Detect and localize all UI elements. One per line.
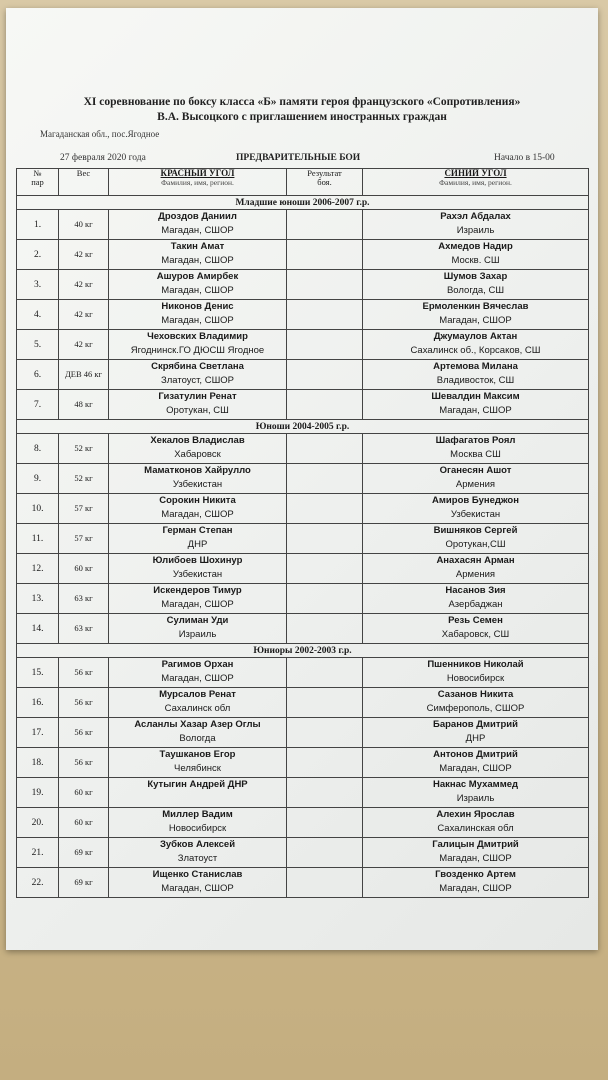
weight-class: ДЕВ 46 кг <box>59 360 109 390</box>
red-corner-cell <box>109 838 287 868</box>
bout-result-cell <box>287 614 363 644</box>
red-fighter-name: Чеховских Владимир <box>147 331 248 342</box>
red-fighter-name: Гизатулин Ренат <box>158 391 237 402</box>
bout-number: 13. <box>17 584 59 614</box>
bout-number: 21. <box>17 838 59 868</box>
blue-corner-cell <box>363 270 589 300</box>
blue-corner-cell <box>363 868 589 898</box>
blue-fighter-region: Армения <box>455 569 496 580</box>
weight-class: 52 кг <box>59 434 109 464</box>
age-group-title: Юниоры 2002-2003 г.р. <box>17 644 589 658</box>
bout-number: 17. <box>17 718 59 748</box>
age-group-row <box>17 644 589 658</box>
weight-class: 63 кг <box>59 614 109 644</box>
blue-corner-cell <box>363 838 589 868</box>
red-corner-cell <box>109 658 287 688</box>
blue-fighter-name: Оганесян Ашот <box>439 465 512 476</box>
red-fighter-region: Магадан, СШОР <box>161 225 234 236</box>
blue-corner-cell <box>363 210 589 240</box>
weight-class: 42 кг <box>59 300 109 330</box>
col-blue-header <box>363 169 589 196</box>
red-fighter-name: Таушканов Егор <box>159 749 236 760</box>
red-fighter-name: Юлибоев Шохинур <box>152 555 243 566</box>
red-fighter-region: Магадан, СШОР <box>161 255 234 266</box>
red-corner-cell <box>109 778 287 808</box>
red-corner-cell <box>109 360 287 390</box>
blue-fighter-region: Вологда, СШ <box>446 285 505 296</box>
blue-fighter-region: ДНР <box>465 733 486 744</box>
bout-result-cell <box>287 494 363 524</box>
event-place: Магаданская обл., пос.Ягодное <box>40 129 160 139</box>
blue-corner-cell <box>363 240 589 270</box>
red-corner-cell <box>109 434 287 464</box>
red-corner-cell <box>109 240 287 270</box>
blue-fighter-name: Гвозденко Артем <box>435 869 516 880</box>
bout-result-cell <box>287 240 363 270</box>
blue-fighter-region: Симферополь, СШОР <box>426 703 525 714</box>
bouts-body <box>17 196 589 898</box>
blue-fighter-name: Артемова Милана <box>433 361 518 372</box>
age-group-title: Юноши 2004-2005 г.р. <box>17 420 589 434</box>
blue-corner-cell <box>363 748 589 778</box>
bout-number: 10. <box>17 494 59 524</box>
red-fighter-name: Ищенко Станислав <box>152 869 243 880</box>
col-result-line2: боя. <box>317 177 332 187</box>
blue-corner-cell <box>363 434 589 464</box>
weight-class: 48 кг <box>59 390 109 420</box>
red-fighter-region: Хабаровск <box>174 449 221 460</box>
weight-class: 57 кг <box>59 494 109 524</box>
blue-fighter-name: Ермоленкин Вячеслав <box>422 301 529 312</box>
table-row <box>17 554 589 584</box>
red-corner-cell <box>109 524 287 554</box>
bout-number: 16. <box>17 688 59 718</box>
blue-corner-cell <box>363 808 589 838</box>
table-row <box>17 868 589 898</box>
red-fighter-name: Маматконов Хайрулло <box>144 465 251 476</box>
bout-number: 4. <box>17 300 59 330</box>
blue-fighter-region: Израиль <box>456 793 495 804</box>
red-fighter-region: Златоуст <box>177 853 218 864</box>
col-result-header <box>287 169 363 196</box>
blue-corner-cell <box>363 524 589 554</box>
blue-fighter-region: Владивосток, СШ <box>436 375 515 386</box>
blue-fighter-name: Алехин Ярослав <box>436 809 515 820</box>
red-fighter-name: Хекалов Владислав <box>150 435 245 446</box>
blue-fighter-name: Шафагатов Роял <box>435 435 516 446</box>
red-corner-cell <box>109 210 287 240</box>
bout-number: 2. <box>17 240 59 270</box>
blue-fighter-region: Магадан, СШОР <box>439 315 512 326</box>
red-corner-cell <box>109 808 287 838</box>
table-row <box>17 748 589 778</box>
col-num-line2: пар <box>31 177 44 187</box>
table-row <box>17 434 589 464</box>
blue-fighter-region: Сахалинск об., Корсаков, СШ <box>410 345 541 356</box>
weight-class: 69 кг <box>59 868 109 898</box>
blue-fighter-name: Рахэл Абдалах <box>440 211 511 222</box>
red-fighter-region: Израиль <box>178 629 217 640</box>
red-fighter-name: Мурсалов Ренат <box>159 689 236 700</box>
table-row <box>17 240 589 270</box>
bout-result-cell <box>287 300 363 330</box>
blue-corner-cell <box>363 494 589 524</box>
table-row <box>17 584 589 614</box>
blue-corner-cell <box>363 658 589 688</box>
bout-number: 19. <box>17 778 59 808</box>
blue-corner-cell <box>363 464 589 494</box>
weight-class: 42 кг <box>59 270 109 300</box>
weight-class: 40 кг <box>59 210 109 240</box>
red-fighter-region: Магадан, СШОР <box>161 673 234 684</box>
bout-number: 22. <box>17 868 59 898</box>
bout-result-cell <box>287 748 363 778</box>
col-result-line1: Результат <box>307 168 342 178</box>
blue-fighter-region: Азербаджан <box>448 599 503 610</box>
blue-fighter-region: Узбекистан <box>450 509 501 520</box>
weight-class: 57 кг <box>59 524 109 554</box>
table-row <box>17 808 589 838</box>
weight-class: 56 кг <box>59 748 109 778</box>
blue-fighter-region: Магадан, СШОР <box>439 763 512 774</box>
red-corner-cell <box>109 390 287 420</box>
red-fighter-name: Дроздов Даниил <box>158 211 237 222</box>
bout-result-cell <box>287 554 363 584</box>
bout-number: 18. <box>17 748 59 778</box>
bout-result-cell <box>287 838 363 868</box>
weight-class: 56 кг <box>59 658 109 688</box>
blue-fighter-region: Сахалинская обл <box>437 823 514 834</box>
table-row <box>17 838 589 868</box>
red-fighter-name: Миллер Вадим <box>162 809 233 820</box>
bout-number: 11. <box>17 524 59 554</box>
red-corner-cell <box>109 554 287 584</box>
blue-corner-cell <box>363 718 589 748</box>
bout-result-cell <box>287 808 363 838</box>
bout-number: 7. <box>17 390 59 420</box>
bout-result-cell <box>287 718 363 748</box>
red-fighter-name: Скрябина Светлана <box>151 361 244 372</box>
red-fighter-region: Магадан, СШОР <box>161 599 234 610</box>
table-row <box>17 614 589 644</box>
blue-corner-cell <box>363 778 589 808</box>
bout-number: 6. <box>17 360 59 390</box>
bout-number: 12. <box>17 554 59 584</box>
bout-result-cell <box>287 390 363 420</box>
col-num-line1: № <box>33 168 42 178</box>
blue-fighter-region: Израиль <box>456 225 495 236</box>
weight-class: 42 кг <box>59 330 109 360</box>
red-corner-cell <box>109 464 287 494</box>
red-fighter-region: Ягоднинск.ГО ДЮСШ Ягодное <box>130 345 265 356</box>
weight-class: 56 кг <box>59 688 109 718</box>
bout-result-cell <box>287 360 363 390</box>
red-corner-cell <box>109 868 287 898</box>
weight-class: 60 кг <box>59 808 109 838</box>
table-row <box>17 778 589 808</box>
weight-class: 69 кг <box>59 838 109 868</box>
table-row <box>17 464 589 494</box>
col-num-header <box>17 169 59 196</box>
red-fighter-region: Узбекистан <box>172 479 223 490</box>
blue-fighter-name: Антонов Дмитрий <box>433 749 518 760</box>
document-title-line1: XI соревнование по боксу класса «Б» памяти героя французского «Сопротивления» <box>83 96 521 108</box>
red-fighter-region: Магадан, СШОР <box>161 315 234 326</box>
blue-fighter-name: Накнас Мухаммед <box>432 779 519 790</box>
blue-corner-cell <box>363 554 589 584</box>
weight-class: 52 кг <box>59 464 109 494</box>
bout-result-cell <box>287 434 363 464</box>
paper-sheet <box>6 8 598 950</box>
red-fighter-region: Магадан, СШОР <box>161 883 234 894</box>
bout-number: 15. <box>17 658 59 688</box>
red-corner-cell <box>109 270 287 300</box>
blue-fighter-name: Пшенников Николай <box>427 659 524 670</box>
blue-fighter-region: Магадан, СШОР <box>439 883 512 894</box>
red-fighter-name: Сорокин Никита <box>159 495 236 506</box>
col-weight-header <box>59 169 109 196</box>
weight-class: 42 кг <box>59 240 109 270</box>
blue-corner-cell <box>363 360 589 390</box>
red-fighter-name: Ашуров Амирбек <box>156 271 239 282</box>
red-corner-cell <box>109 300 287 330</box>
bout-result-cell <box>287 270 363 300</box>
table-row <box>17 658 589 688</box>
blue-corner-cell <box>363 330 589 360</box>
weight-class: 63 кг <box>59 584 109 614</box>
weight-class: 56 кг <box>59 718 109 748</box>
blue-fighter-region: Хабаровск, СШ <box>441 629 510 640</box>
blue-fighter-name: Шумов Захар <box>443 271 508 282</box>
red-corner-cell <box>109 494 287 524</box>
age-group-title: Младшие юноши 2006-2007 г.р. <box>17 196 589 210</box>
weight-class: 60 кг <box>59 778 109 808</box>
bout-result-cell <box>287 688 363 718</box>
col-weight-label: Вес <box>76 168 91 178</box>
bout-number: 9. <box>17 464 59 494</box>
red-fighter-region: Златоуст, СШОР <box>160 375 235 386</box>
table-row <box>17 688 589 718</box>
red-corner-cell <box>109 748 287 778</box>
bout-number: 1. <box>17 210 59 240</box>
weight-class: 60 кг <box>59 554 109 584</box>
bout-result-cell <box>287 524 363 554</box>
blue-fighter-name: Вишняков Сергей <box>433 525 518 536</box>
red-fighter-name: Такин Амат <box>170 241 225 252</box>
red-fighter-region: Узбекистан <box>172 569 223 580</box>
red-fighter-region: Магадан, СШОР <box>161 509 234 520</box>
bout-result-cell <box>287 210 363 240</box>
start-time: Начало в 15-00 <box>494 153 555 163</box>
red-fighter-region: Сахалинск обл <box>164 703 231 714</box>
red-fighter-name: Кутыгин Андрей ДНР <box>147 779 248 790</box>
blue-fighter-name: Ахмедов Надир <box>438 241 513 252</box>
red-fighter-name: Герман Степан <box>162 525 233 536</box>
table-row <box>17 718 589 748</box>
red-corner-cell <box>109 584 287 614</box>
age-group-row <box>17 420 589 434</box>
bout-number: 14. <box>17 614 59 644</box>
table-row <box>17 494 589 524</box>
red-fighter-name: Асланлы Хазар Азер Оглы <box>134 719 261 730</box>
blue-fighter-region: Оротукан,СШ <box>445 539 506 550</box>
bout-result-cell <box>287 868 363 898</box>
blue-fighter-name: Амиров Бунеджон <box>432 495 519 506</box>
bout-number: 5. <box>17 330 59 360</box>
blue-fighter-region: Магадан, СШОР <box>439 853 512 864</box>
blue-fighter-region: Магадан, СШОР <box>439 405 512 416</box>
document-title-line2: В.А. Высоцкого с приглашением иностранных граждан <box>157 111 447 123</box>
red-fighter-region: Новосибирск <box>168 823 227 834</box>
red-fighter-name: Зубков Алексей <box>159 839 236 850</box>
col-red-header <box>109 169 287 196</box>
bouts-table <box>16 168 589 898</box>
blue-fighter-name: Джумаулов Актан <box>433 331 518 342</box>
red-fighter-region: Челябинск <box>174 763 221 774</box>
blue-corner-cell <box>363 584 589 614</box>
blue-fighter-name: Галицын Дмитрий <box>432 839 519 850</box>
bout-result-cell <box>287 658 363 688</box>
blue-fighter-name: Шевалдин Максим <box>431 391 520 402</box>
blue-fighter-name: Сазанов Никита <box>437 689 514 700</box>
red-fighter-region: Оротукан, СШ <box>166 405 229 416</box>
red-fighter-name: Никонов Денис <box>161 301 234 312</box>
table-row <box>17 524 589 554</box>
red-fighter-region: ДНР <box>187 539 208 550</box>
col-red-title: КРАСНЫЙ УГОЛ <box>160 168 235 178</box>
bout-result-cell <box>287 464 363 494</box>
blue-fighter-region: Армения <box>455 479 496 490</box>
blue-fighter-name: Баранов Дмитрий <box>433 719 518 730</box>
red-corner-cell <box>109 718 287 748</box>
bout-result-cell <box>287 778 363 808</box>
table-row <box>17 270 589 300</box>
bout-result-cell <box>287 330 363 360</box>
blue-corner-cell <box>363 390 589 420</box>
red-corner-cell <box>109 614 287 644</box>
col-blue-sub: Фамилия, имя, регион. <box>439 178 512 187</box>
event-date: 27 февраля 2020 года <box>60 153 146 163</box>
blue-corner-cell <box>363 300 589 330</box>
blue-fighter-region: Москв. СШ <box>451 255 500 266</box>
blue-fighter-name: Насанов Зия <box>445 585 506 596</box>
table-header-row <box>17 169 589 196</box>
red-corner-cell <box>109 330 287 360</box>
table-row <box>17 330 589 360</box>
table-row <box>17 300 589 330</box>
table-row <box>17 360 589 390</box>
blue-fighter-region: Новосибирск <box>446 673 505 684</box>
red-fighter-region: Вологда <box>179 733 216 744</box>
red-fighter-region: Магадан, СШОР <box>161 285 234 296</box>
red-fighter-name: Сулиман Уди <box>166 615 229 626</box>
red-fighter-name: Искендеров Тимур <box>153 585 242 596</box>
blue-fighter-name: Анахасян Арман <box>436 555 515 566</box>
table-row <box>17 390 589 420</box>
blue-fighter-region: Москва СШ <box>450 449 501 460</box>
red-corner-cell <box>109 688 287 718</box>
round-caption: ПРЕДВАРИТЕЛЬНЫЕ БОИ <box>236 153 361 163</box>
bout-result-cell <box>287 584 363 614</box>
blue-fighter-name: Резь Семен <box>448 615 503 626</box>
col-blue-title: СИНИЙ УГОЛ <box>444 168 507 178</box>
blue-corner-cell <box>363 614 589 644</box>
bout-number: 8. <box>17 434 59 464</box>
col-red-sub: Фамилия, имя, регион. <box>161 178 234 187</box>
blue-corner-cell <box>363 688 589 718</box>
bout-number: 3. <box>17 270 59 300</box>
bout-number: 20. <box>17 808 59 838</box>
red-fighter-name: Рагимов Орхан <box>161 659 234 670</box>
age-group-row <box>17 196 589 210</box>
table-row <box>17 210 589 240</box>
